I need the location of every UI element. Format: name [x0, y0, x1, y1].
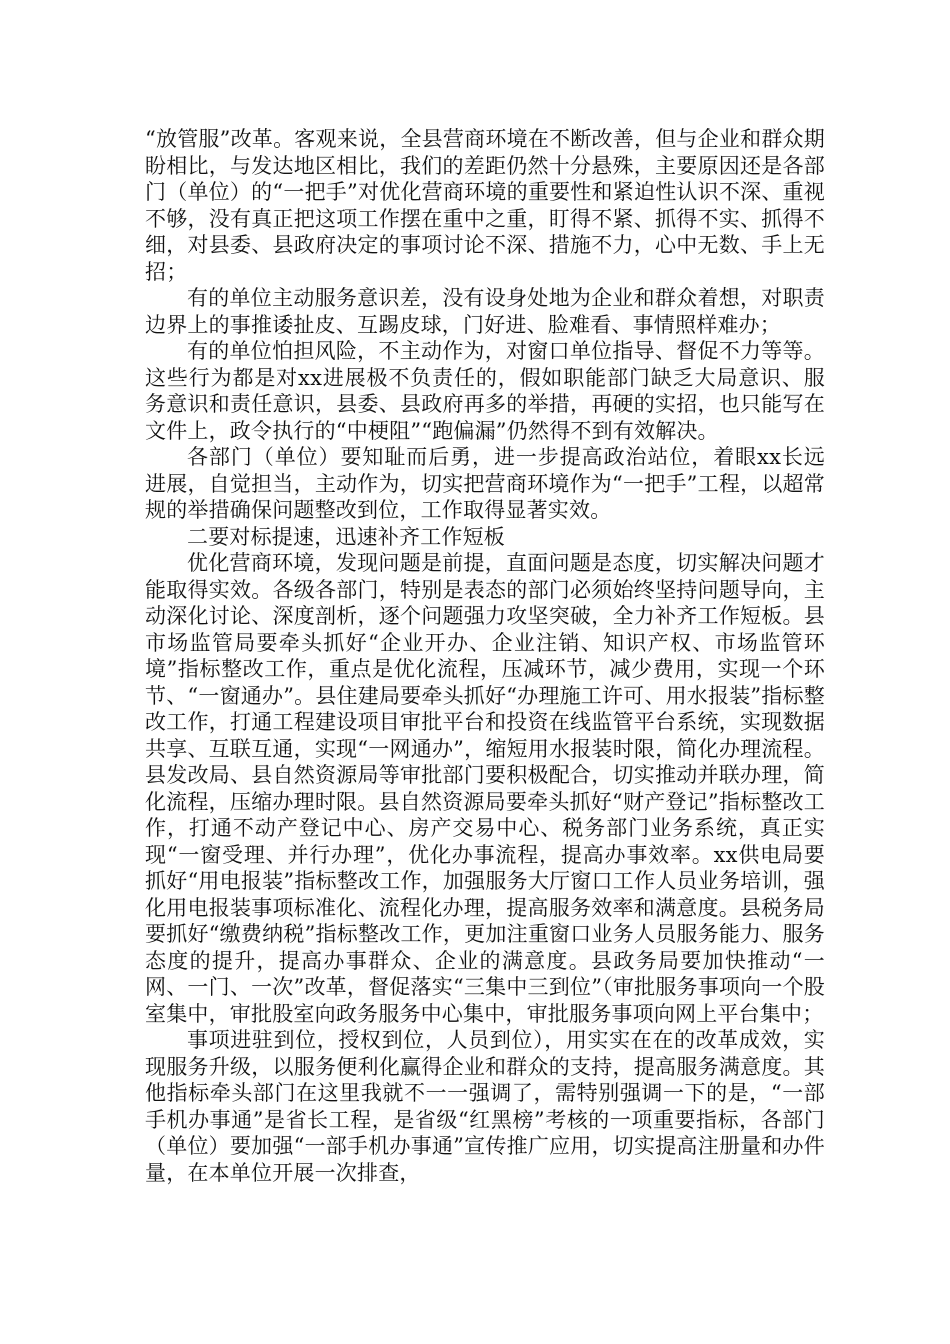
paragraph: 各部门（单位）要知耻而后勇，进一步提高政治站位，着眼xx长远进展，自觉担当，主动作为，切实把营商环境作为“一把手”工程，以超常规的举措确保问题整改到位，工作取得显著实效。 — [145, 445, 825, 522]
paragraph: 有的单位主动服务意识差，没有设身处地为企业和群众着想，对职责边界上的事推诿扯皮、互踢皮球，门好进、脸难看、事情照样难办； — [145, 286, 825, 337]
document-body — [145, 126, 825, 1186]
paragraph: 事项进驻到位，授权到位，人员到位），用实实在在的改革成效，实现服务升级，以服务便利化赢得企业和群众的支持，提高服务满意度。其他指标牵头部门在这里我就不一一强调了，需特别强调一下的是，“一部手机办事通”是省长工程，是省级“红黑榜”考核的一项重要指标，各部门（单位）要加强“一部手机办事通”宣传推广应用，切实提高注册量和办件量，在本单位开展一次排查， — [145, 1028, 825, 1185]
paragraph-continuation: “放管服”改革。客观来说，全县营商环境在不断改善，但与企业和群众期盼相比，与发达地区相比，我们的差距仍然十分悬殊，主要原因还是各部门（单位）的“一把手”对优化营商环境的重要性和紧迫性认识不深、重视不够，没有真正把这项工作摆在重中之重，盯得不紧、抓得不实、抓得不细，对县委、县政府决定的事项讨论不深、措施不力，心中无数、手上无招； — [145, 127, 825, 284]
section-heading: 二要对标提速，迅速补齐工作短板 — [187, 524, 505, 549]
paragraph: 有的单位怕担风险，不主动作为，对窗口单位指导、督促不力等等。这些行为都是对xx进展极不负责任的，假如职能部门缺乏大局意识、服务意识和责任意识，县委、县政府再多的举措，再硬的实招，也只能写在文件上，政令执行的“中梗阻”“跑偏漏”仍然得不到有效解决。 — [145, 339, 825, 443]
paragraph: 优化营商环境，发现问题是前提，直面问题是态度，切实解决问题才能取得实效。各级各部门，特别是表态的部门必须始终坚持问题导向，主动深化讨论、深度剖析，逐个问题强力攻坚突破，全力补齐工作短板。县市场监管局要牵头抓好“企业开办、企业注销、知识产权、市场监管环境”指标整改工作，重点是优化流程，压减环节，减少费用，实现一个环节、“一窗通办”。县住建局要牵头抓好“办理施工许可、用水报装”指标整改工作，打通工程建设项目审批平台和投资在线监管平台系统，实现数据共享、互联互通，实现“一网通办”，缩短用水报装时限，简化办理流程。县发改局、县自然资源局等审批部门要积极配合，切实推动并联办理，简化流程，压缩办理时限。县自然资源局要牵头抓好“财产登记”指标整改工作，打通不动产登记中心、房产交易中心、税务部门业务系统，真正实现“一窗受理、并行办理”，优化办事流程，提高办事效率。xx供电局要抓好“用电报装”指标整改工作，加强服务大厅窗口工作人员业务培训，强化用电报装事项标准化、流程化办理，提高服务效率和满意度。县税务局要抓好“缴费纳税”指标整改工作，更加注重窗口业务人员服务能力、服务态度的提升，提高办事群众、企业的满意度。县政务局要加快推动“一网、一门、一次”改革，督促落实“三集中三到位”（审批服务事项向一个股室集中，审批股室向政务服务中心集中，审批服务事项向网上平台集中； — [145, 551, 825, 1026]
